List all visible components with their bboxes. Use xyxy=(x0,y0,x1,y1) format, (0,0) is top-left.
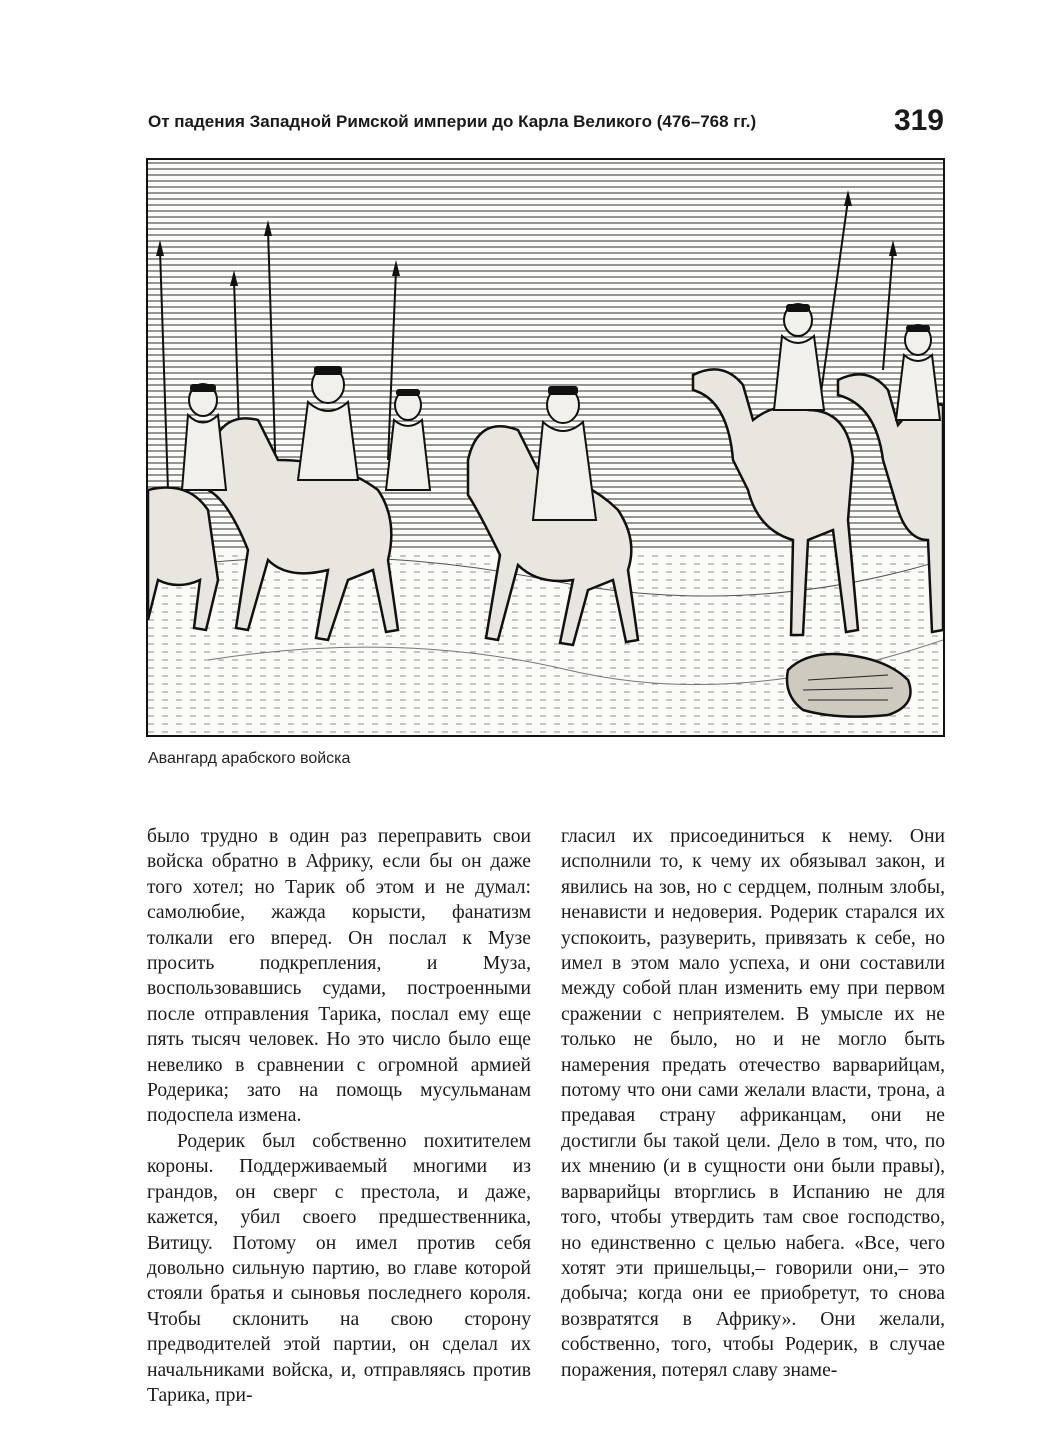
figure-caption: Авангард арабского войска xyxy=(148,750,351,767)
page-number: 319 xyxy=(893,104,944,137)
paragraph: было трудно в один раз переправить свои войска обратно в Африку, если бы он даже того хотел; но Тарик об этом и не думал: самолюбие, жажда корысти, фанатизм толкали его вперед. Он послал к Музе просить подкрепления, и Муза, воспользовавшись судами, построенными после отправления Тарика, послал ему еще пять тысяч человек. Но это число было еще невелико в сравнении с огромной армией Родерика; зато на помощь мусульманам подоспела измена. xyxy=(147,826,531,1127)
running-header-title: От падения Западной Римской империи до Карла Великого (476–768 гг.) xyxy=(148,112,757,131)
text-column-left xyxy=(147,824,531,1408)
text-column-right xyxy=(561,824,945,1383)
paragraph: Родерик был собственно похитителем короны. Поддерживаемый многими из грандов, он сверг с престола, и даже, кажется, убил своего предшественника, Витицу. Потому он имел против себя довольно сильную партию, во главе которой стояли братья и сыновья последнего короля. Чтобы склонить на свою сторону предводителей этой партии, он сделал их начальниками войска, и, отправляясь против Тарика, при- xyxy=(147,1130,531,1406)
paragraph: гласил их присоединиться к нему. Они исполнили то, к чему их обязывал закон, и явились на зов, но с сердцем, полным злобы, ненависти и недоверия. Родерик старался их успокоить, разуверить, привязать к себе, но имел в этом мало успеха, и они составили между собой план изменить ему при первом сражении с неприятелем. В умысле их не только не было, но и не могло быть намерения предать отечество варварийцам, потому что они сами желали власти, трона, а предавая страну африканцам, они не достигли бы такой цели. Дело в том, что, по их мнению (и в сущности они были правы), варварийцы вторглись в Испанию не для того, чтобы утвердить там свое господство, но единственно с целью набега. «Все, чего хотят эти пришельцы,– говорили они,– это добыча; когда они ее приобретут, то снова возвратятся в Африку». Они желали, собственно, того, чтобы Родерик, в случае поражения, потерял славу знаме- xyxy=(561,826,945,1381)
engraving-illustration xyxy=(146,158,945,737)
